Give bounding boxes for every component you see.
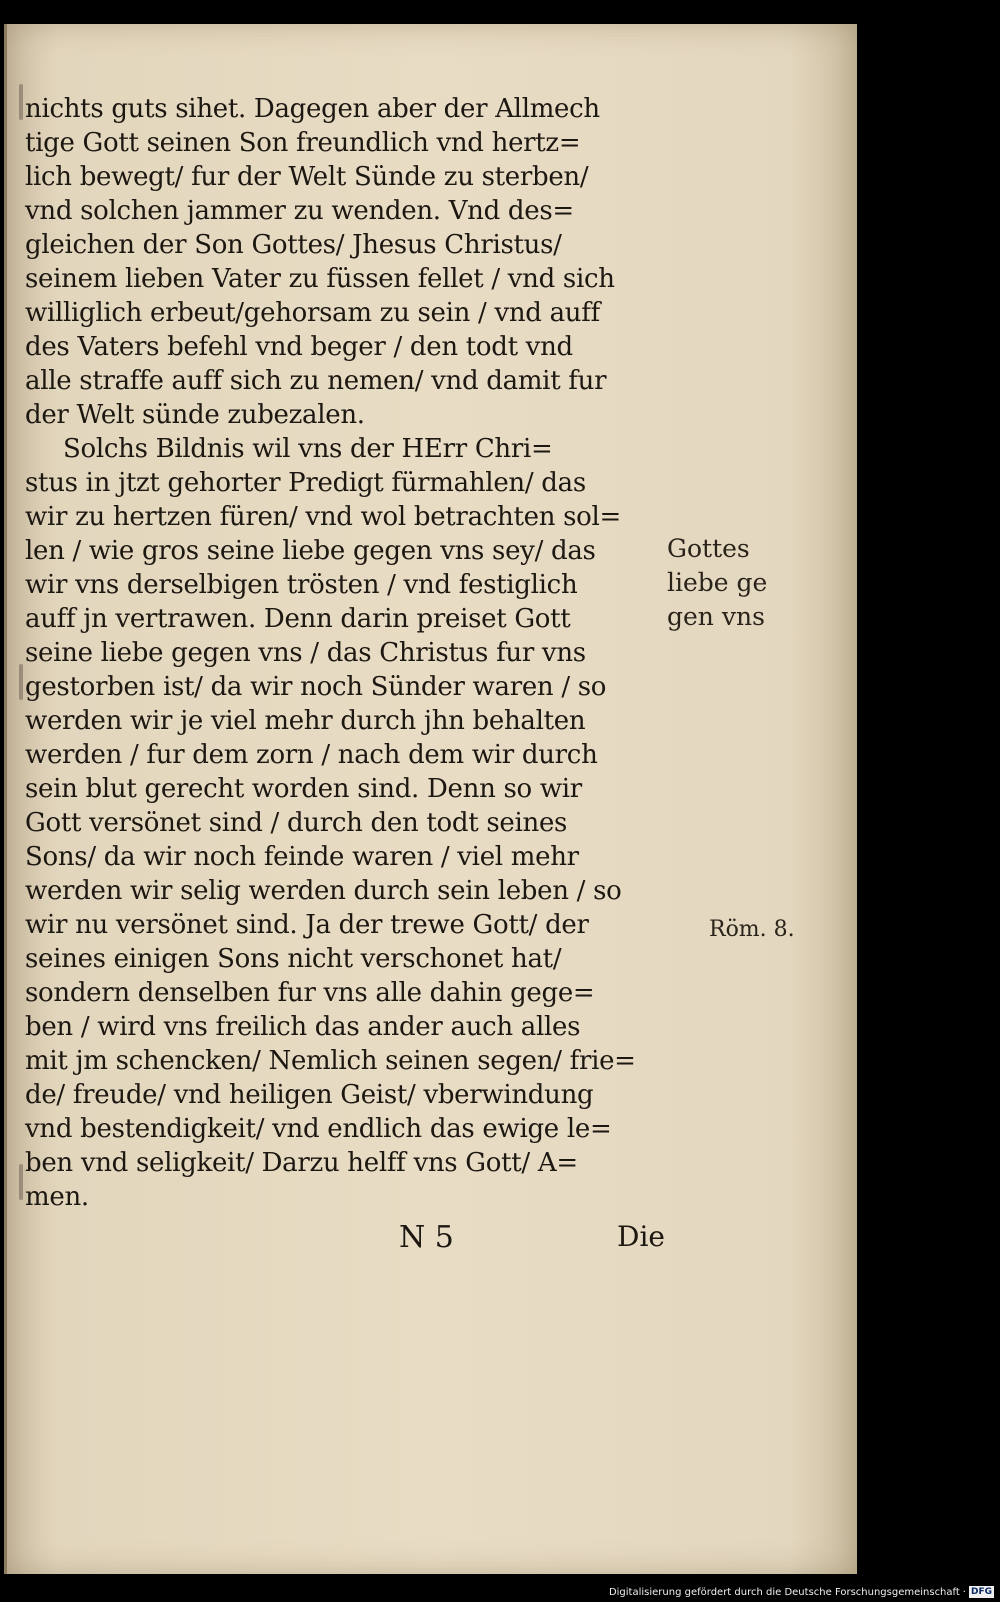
text-line: len / wie gros seine liebe gegen vns sey/ das: [25, 536, 596, 566]
text-line: Solchs Bildnis wil vns der HErr Chri=: [63, 434, 553, 464]
book-page: [4, 24, 857, 1574]
text-line: der Welt sünde zubezalen.: [25, 400, 365, 430]
text-line: de/ freude/ vnd heiligen Geist/ vberwindung: [25, 1080, 594, 1110]
text-line: lich bewegt/ fur der Welt Sünde zu sterben/: [25, 162, 589, 192]
text-line: gleichen der Son Gottes/ Jhesus Christus/: [25, 230, 562, 260]
text-line: vnd solchen jammer zu wenden. Vnd des=: [25, 196, 574, 226]
body-text: [25, 92, 675, 1214]
text-line: mit jm schencken/ Nemlich seinen segen/ frie=: [25, 1046, 636, 1076]
dfg-logo: DFG: [970, 1587, 992, 1597]
text-line: seinem lieben Vater zu füssen fellet / vnd sich: [25, 264, 615, 294]
text-line: werden wir selig werden durch sein leben / so: [25, 876, 622, 906]
gutter-mark: [19, 664, 23, 700]
text-line: ben / wird vns freilich das ander auch alles: [25, 1012, 581, 1042]
margin-note: [667, 532, 787, 634]
footer-text: Digitalisierung gefördert durch die Deutsche Forschungsgemeinschaft: [608, 1586, 960, 1598]
text-line: men.: [25, 1182, 89, 1212]
text-line: wir nu versönet sind. Ja der trewe Gott/ der: [25, 910, 589, 940]
text-line: alle straffe auff sich zu nemen/ vnd damit fur: [25, 366, 607, 396]
text-line: stus in jtzt gehorter Predigt fürmahlen/ das: [25, 468, 586, 498]
text-line: williglich erbeut/gehorsam zu sein / vnd auff: [25, 298, 600, 328]
text-line: seine liebe gegen vns / das Christus fur vns: [25, 638, 586, 668]
text-line: werden wir je viel mehr durch jhn behalten: [25, 706, 586, 736]
margin-note-line: Gottes: [667, 534, 750, 563]
gutter-mark: [19, 1164, 23, 1200]
text-line: tige Gott seinen Son freundlich vnd hertz=: [25, 128, 581, 158]
text-line: gestorben ist/ da wir noch Sünder waren / so: [25, 672, 607, 702]
text-line: ben vnd seligkeit/ Darzu helff vns Gott/ A=: [25, 1148, 578, 1178]
text-line: sein blut gerecht worden sind. Denn so wir: [25, 774, 582, 804]
text-line: vnd bestendigkeit/ vnd endlich das ewige le=: [25, 1114, 612, 1144]
text-line: des Vaters befehl vnd beger / den todt vnd: [25, 332, 573, 362]
text-line: Sons/ da wir noch feinde waren / viel mehr: [25, 842, 579, 872]
text-line: auff jn vertrawen. Denn darin preiset Gott: [25, 604, 571, 634]
margin-note-line: gen vns: [667, 602, 765, 631]
text-line: Gott versönet sind / durch den todt seines: [25, 808, 568, 838]
text-line: seines einigen Sons nicht verschonet hat/: [25, 944, 562, 974]
footer-credit: Digitalisierung gefördert durch die Deutsche Forschungsgemeinschaft · DFG: [608, 1586, 992, 1598]
signature-mark: N 5: [399, 1220, 454, 1255]
margin-reference: Röm. 8.: [709, 917, 795, 942]
margin-note-line: liebe ge: [667, 568, 768, 597]
text-line: wir zu hertzen füren/ vnd wol betrachten sol=: [25, 502, 622, 532]
text-line: wir vns derselbigen trösten / vnd festiglich: [25, 570, 578, 600]
text-line: sondern denselben fur vns alle dahin gege=: [25, 978, 595, 1008]
text-line: werden / fur dem zorn / nach dem wir durch: [25, 740, 598, 770]
text-line: nichts guts sihet. Dagegen aber der Allmech: [25, 94, 600, 124]
gutter-mark: [19, 84, 23, 120]
catchword: Die: [617, 1220, 665, 1253]
